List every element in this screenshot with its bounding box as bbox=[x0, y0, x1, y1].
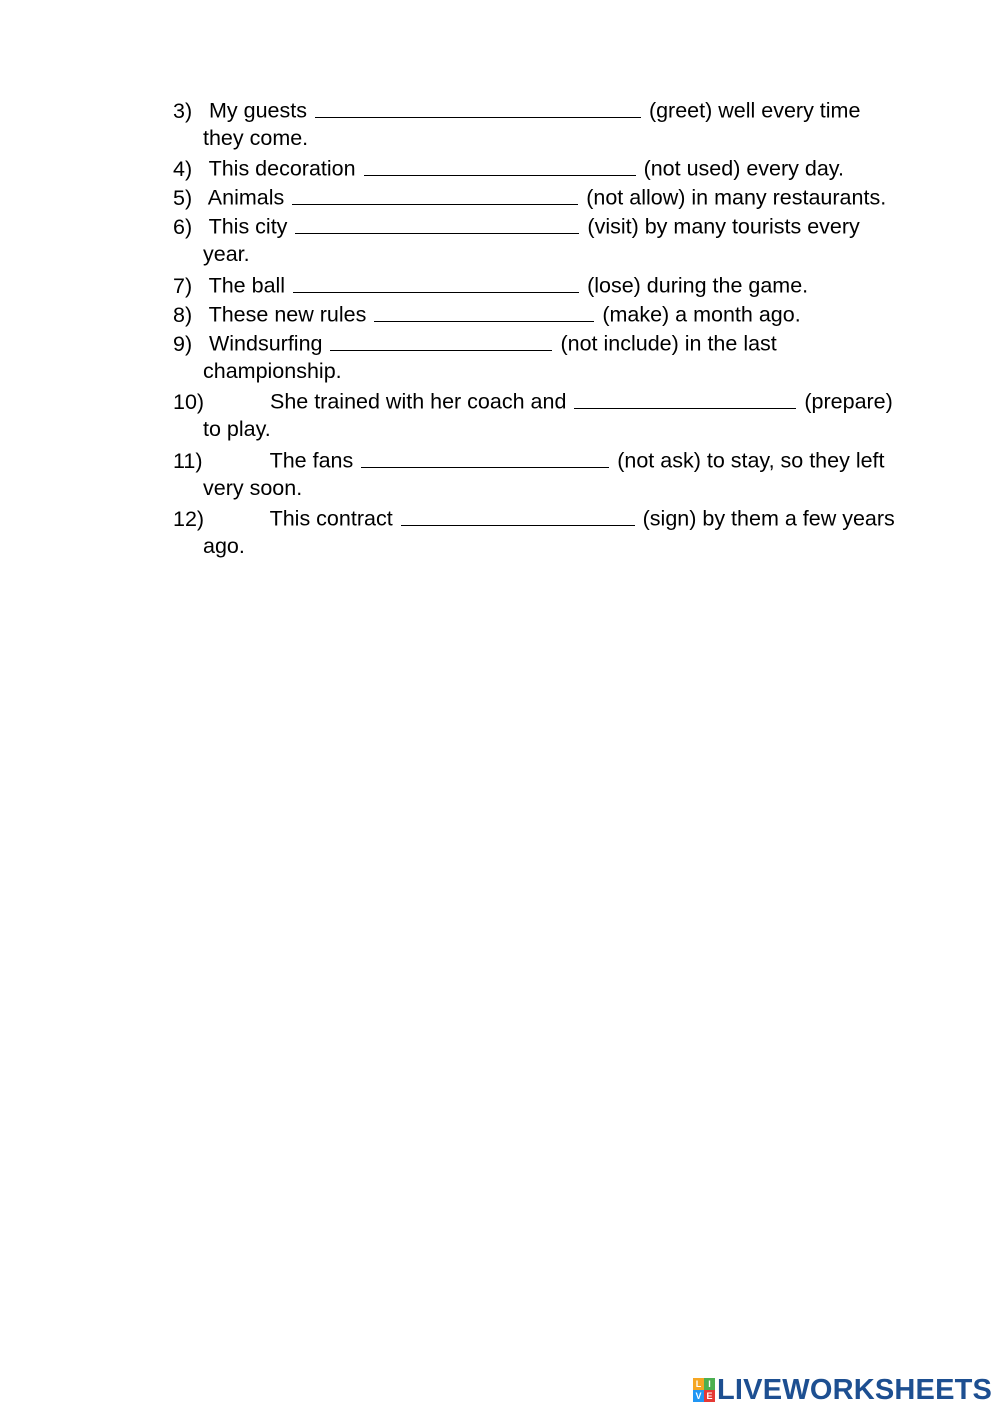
item-number: 11) bbox=[173, 448, 203, 473]
item-prompt: This contract bbox=[269, 506, 393, 531]
logo-wordmark: LIVEWORKSHEETS bbox=[717, 1373, 993, 1406]
answer-blank[interactable] bbox=[293, 270, 579, 293]
item-number: 9) bbox=[173, 331, 193, 356]
answer-blank[interactable] bbox=[364, 153, 636, 176]
item-prompt: My guests bbox=[208, 98, 307, 123]
item-prompt: She trained with her coach and bbox=[269, 389, 567, 414]
answer-blank[interactable] bbox=[574, 386, 796, 409]
exercise-item-10 bbox=[173, 386, 933, 441]
item-continuation: championship. bbox=[203, 359, 342, 383]
exercise-item-11 bbox=[173, 445, 933, 500]
item-number: 4) bbox=[173, 156, 193, 181]
item-number: 3) bbox=[173, 98, 193, 123]
liveworksheets-mark-icon bbox=[693, 1378, 715, 1402]
item-prompt: This decoration bbox=[208, 156, 356, 181]
item-continuation: ago. bbox=[203, 534, 245, 558]
answer-blank[interactable] bbox=[401, 503, 635, 526]
answer-blank[interactable] bbox=[315, 95, 641, 118]
exercise-item-5 bbox=[173, 182, 933, 213]
exercise-item-8 bbox=[173, 299, 933, 330]
item-verb-hint: (prepare) bbox=[804, 389, 893, 414]
item-verb-hint: (not allow) in many restaurants. bbox=[586, 185, 887, 210]
answer-blank[interactable] bbox=[295, 211, 579, 234]
exercise-item-9 bbox=[173, 328, 933, 383]
item-prompt: Animals bbox=[207, 185, 285, 210]
item-verb-hint: (not ask) to stay, so they left bbox=[617, 448, 885, 473]
logo-mark-letter: I bbox=[704, 1378, 715, 1390]
item-continuation: to play. bbox=[203, 417, 271, 441]
item-continuation: they come. bbox=[203, 126, 309, 150]
item-number: 7) bbox=[173, 273, 193, 298]
answer-blank[interactable] bbox=[292, 182, 578, 205]
item-prompt: The ball bbox=[208, 273, 286, 298]
item-prompt: Windsurfing bbox=[208, 331, 323, 356]
answer-blank[interactable] bbox=[374, 299, 594, 322]
item-prompt: These new rules bbox=[208, 302, 367, 327]
item-prompt: The fans bbox=[269, 448, 354, 473]
exercise-item-12 bbox=[173, 503, 933, 558]
item-number: 6) bbox=[173, 214, 193, 239]
item-number: 12) bbox=[173, 506, 205, 531]
exercise-item-3 bbox=[173, 95, 933, 150]
item-verb-hint: (make) a month ago. bbox=[602, 302, 801, 327]
logo-mark-letter: E bbox=[704, 1390, 715, 1402]
answer-blank[interactable] bbox=[330, 328, 552, 351]
item-verb-hint: (visit) by many tourists every bbox=[587, 214, 860, 239]
logo-mark-letter: V bbox=[693, 1390, 704, 1402]
exercise-item-7 bbox=[173, 270, 933, 301]
item-verb-hint: (lose) during the game. bbox=[587, 273, 809, 298]
logo-mark-letter: L bbox=[693, 1378, 704, 1390]
item-verb-hint: (not used) every day. bbox=[643, 156, 844, 181]
item-verb-hint: (not include) in the last bbox=[560, 331, 777, 356]
answer-blank[interactable] bbox=[361, 445, 609, 468]
item-verb-hint: (sign) by them a few years bbox=[642, 506, 895, 531]
item-verb-hint: (greet) well every time bbox=[648, 98, 861, 123]
item-number: 8) bbox=[173, 302, 193, 327]
item-number: 5) bbox=[173, 185, 193, 210]
item-number: 10) bbox=[173, 389, 205, 414]
exercise-item-4 bbox=[173, 153, 933, 184]
item-continuation: very soon. bbox=[203, 476, 303, 500]
liveworksheets-logo bbox=[693, 1375, 992, 1405]
item-continuation: year. bbox=[203, 242, 250, 266]
item-prompt: This city bbox=[208, 214, 288, 239]
exercise-item-6 bbox=[173, 211, 933, 266]
